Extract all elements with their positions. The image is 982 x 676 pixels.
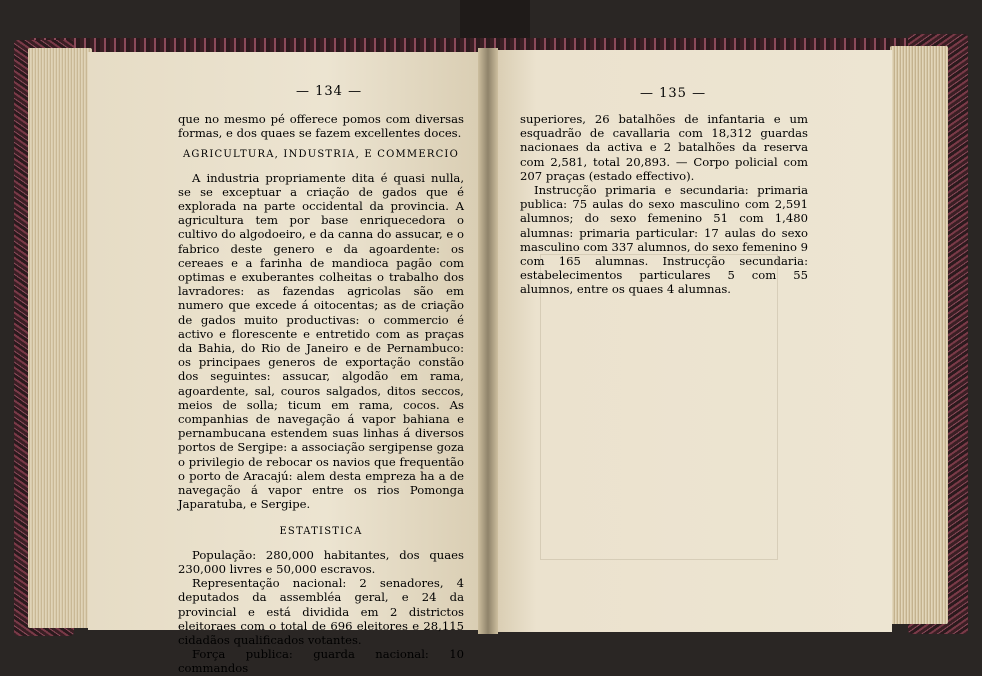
left-page-number: — 134 — (296, 84, 363, 99)
left-para-3: População: 280,000 habitantes, dos quaes 230,000 livres e 50,000 escravos. (178, 547, 464, 576)
left-para-2: A industria propriamente dita é quasi nulla, se se exceptuar a criação de gados que é explorada na parte occidental da provincia. A agricultura tem por base enriquecedora o cultivo do algodoeiro, e da canna do assucar, e o fabrico deste genero e da agoardente: os cereaes e a farinha de mandioca pagão com optimas e exuberantes colheitas o trabalho dos lavradores: as fazendas agricolas são em numero que excede á oitocentas; as de criação de gados muito productivas: o commercio é activo e florescente e entretido com as praças da Bahia, do Rio de Janeiro e de Pernambuco: os principaes generos de exportação constão dos seguintes: assucar, algodão em rama, agoardente, sal, couros salgados, ditos seccos, meios de solla; ticum em rama, cocos. As companhias de navegação á vapor bahiana e pernambucana estendem suas linhas á diversos portos de Sergipe: a associação sergipense goza o privilegio de rebocar os navios que frequentão o porto de Aracajú: alem desta empreza ha a de navegação á vapor entre os rios Pomonga Japaratuba, e Sergipe. (178, 170, 464, 512)
page-edges-left (28, 48, 92, 628)
show-through-frame (540, 254, 778, 560)
heading-agricultura: AGRICULTURA, INDUSTRIA, E COMMERCIO (183, 149, 459, 161)
heading-estatistica: ESTATISTICA (279, 526, 363, 538)
book-gutter (478, 48, 498, 634)
right-para-1: superiores, 26 batalhões de infantaria e um esquadrão de cavallaria com 18,312 guardas nacionaes da activa e 2 batalhões da reserva com 2,581, total 20,893. — Corpo policial com 207 praças (estado effectivo). (520, 112, 808, 183)
right-page-number: — 135 — (640, 86, 707, 101)
left-para-1: que no mesmo pé offerece pomos com diversas formas, e dos quaes se fazem excellentes doces. (178, 112, 464, 141)
left-para-4: Representação nacional: 2 senadores, 4 deputados da assembléa geral, e 24 da provincial e está dividida em 2 districtos eleitoraes com o total de 696 eleitores e 28,115 cidadãos qualificados votantes. (178, 576, 464, 647)
right-page-text (520, 112, 808, 297)
left-page-text (178, 112, 464, 676)
left-para-5: Força publica: guarda nacional: 10 commandos (178, 647, 464, 676)
page-edges-right (890, 46, 948, 624)
right-para-2: Instrucção primaria e secundaria: primaria publica: 75 aulas do sexo masculino com 2,591 alumnos; do sexo femenino 51 com 1,480 alumnas: primaria particular: 17 aulas do sexo masculino com 337 alumnos, do sexo femenino 9 com 165 alumnas. Instrucção secundaria: estabelecimentos particulares 5 com 55 alumnos, entre os quaes 4 alumnas. (520, 183, 808, 297)
